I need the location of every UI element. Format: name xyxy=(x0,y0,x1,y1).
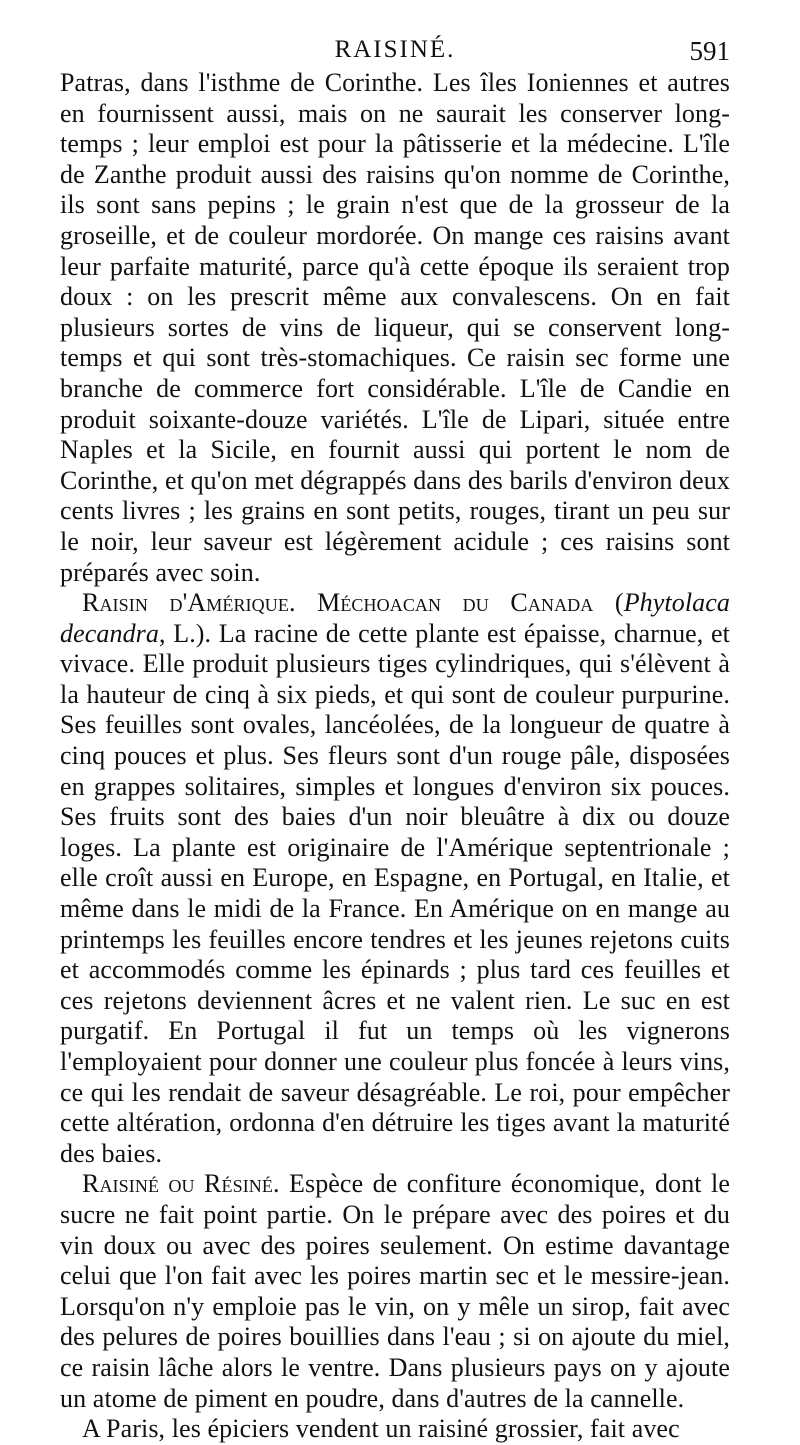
entry-text: , L.). La racine de cette plante est épaisse, charnue, et vivace. Elle produit plusieurs tiges cylindriques, qui s'élèvent à la hauteur de cinq à six pieds, et qui sont de couleur purpurine. Ses feuilles sont ovales, lancéolées, de la longueur de quatre à cinq pouces et plus. Ses fleurs sont d'un rouge pâle, disposées en grappes solitaires, simples et longues d'environ six pouces. Ses fruits sont des baies d'un noir bleuâtre à dix ou douze loges. La plante est originaire de l'Amérique septentrionale ; elle croît aussi en Europe, en Espagne, en Portugal, en Italie, et même dans le midi de la France. En Amérique on en mange au printemps les feuilles encore tendres et les jeunes rejetons cuits et accommodés comme les épinards ; plus tard ces feuilles et ces rejetons deviennent âcres et ne valent rien. Le suc en est purgatif. En Portugal il fut un temps où les vignerons l'employaient pour donner une couleur plus foncée à leurs vins, ce qui les rendait de saveur désagréable. Le roi, pour empêcher cette altération, ordonna d'en détruire les tiges avant la maturité des baies. xyxy=(60,618,730,1168)
entry-headword: Raisin d'Amérique. Méchoacan du Canada xyxy=(82,588,594,618)
paragraph-text: Patras, dans l'isthme de Corinthe. Les îles Ioniennes et autres en fournissent aussi, mais on ne saurait les conserver long-temps ; leur emploi est pour la pâtisserie et la médecine. L'île de Zanthe produit aussi des raisins qu'on nomme de Corinthe, ils sont sans pepins ; le grain n'est que de la grosseur de la groseille, et de couleur mordorée. On mange ces raisins avant leur parfaite maturité, parce qu'à cette époque ils seraient trop doux : on les prescrit même aux convalescens. On en fait plusieurs sortes de vins de liqueur, qui se conservent long-temps et qui sont très-stomachiques. Ce raisin sec forme une branche de commerce fort considérable. L'île de Candie en produit soixante-douze variétés. L'île de Lipari, située entre Naples et la Sicile, en fournit aussi qui portent le nom de Corinthe, et qu'on met dégrappés dans des barils d'environ deux cents livres ; les grains en sont petits, rouges, tirant un peu sur le noir, leur saveur est légèrement acidule ; ces raisins sont préparés avec soin. xyxy=(60,68,730,587)
entry-raisin-d-amerique xyxy=(60,588,730,1169)
body-text xyxy=(60,68,730,1445)
page-number: 591 xyxy=(689,36,730,66)
entry-raisine xyxy=(60,1169,730,1414)
page-header xyxy=(60,28,730,68)
latin-name: Phytolaca decandra xyxy=(60,588,731,648)
paren-open: ( xyxy=(593,588,624,618)
running-head: RAISINÉ. xyxy=(334,36,456,63)
entry-text: . Espèce de confiture économique, dont le sucre ne fait point partie. On le prépare avec des poires et du vin doux ou avec des poires seulement. On estime davantage celui que l'on fait avec les poires martin sec et le messire-jean. Lorsqu'on n'y emploie pas le vin, on y mêle un sirop, fait avec des pelures de poires bouillies dans l'eau ; si on ajoute du miel, ce raisin lâche alors le ventre. Dans plusieurs pays on y ajoute un atome de piment en poudre, dans d'autres de la cannelle. xyxy=(60,1169,730,1413)
paragraph-text: A Paris, les épiciers vendent un raisiné grossier, fait avec xyxy=(82,1414,680,1444)
paragraph-corinthe xyxy=(60,68,730,588)
entry-headword: Raisiné ou Résiné xyxy=(82,1169,273,1199)
paragraph-a-paris xyxy=(60,1414,730,1445)
